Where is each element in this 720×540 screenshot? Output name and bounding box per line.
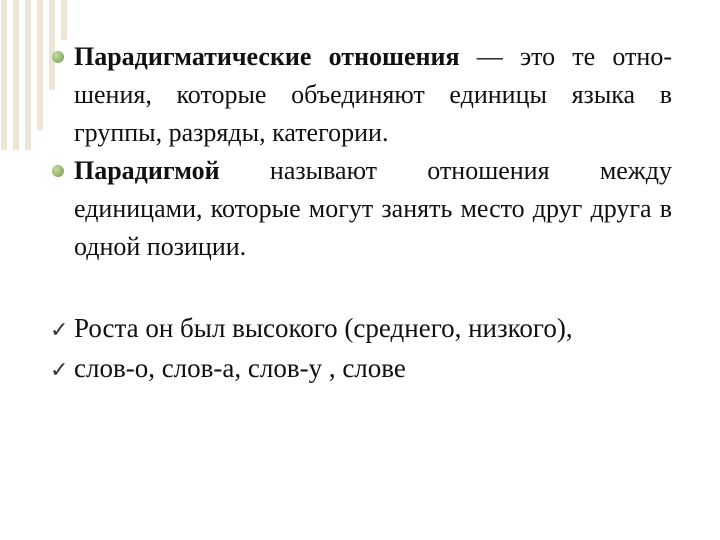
definition-paradigm: называют отношения между единицами, которые могут занять место друг друга в одной позиции. <box>74 156 672 261</box>
example-item <box>48 348 672 388</box>
term-paradigmatic-relations: Парадигматические отношения <box>74 42 460 71</box>
example-text: Роста он был высокого (среднего, низкого), <box>74 313 573 343</box>
round-bullet-icon <box>52 51 64 63</box>
check-mark-icon: ✓ <box>50 358 69 383</box>
bullet-paradigmatic-relations <box>48 38 672 152</box>
check-mark-icon: ✓ <box>50 318 69 343</box>
bullet-paradigm <box>48 152 672 266</box>
definition-paradigmatic-relations: — это те отно-шения, которые объединяют единицы языка в группы, разряды, категории. <box>74 42 672 147</box>
example-text: слов-о, слов-а, слов-у , слове <box>74 353 406 383</box>
slide-content <box>48 38 672 388</box>
round-bullet-icon <box>52 165 64 177</box>
example-item <box>48 308 672 348</box>
term-paradigm: Парадигмой <box>74 156 220 185</box>
examples-list <box>48 308 672 388</box>
